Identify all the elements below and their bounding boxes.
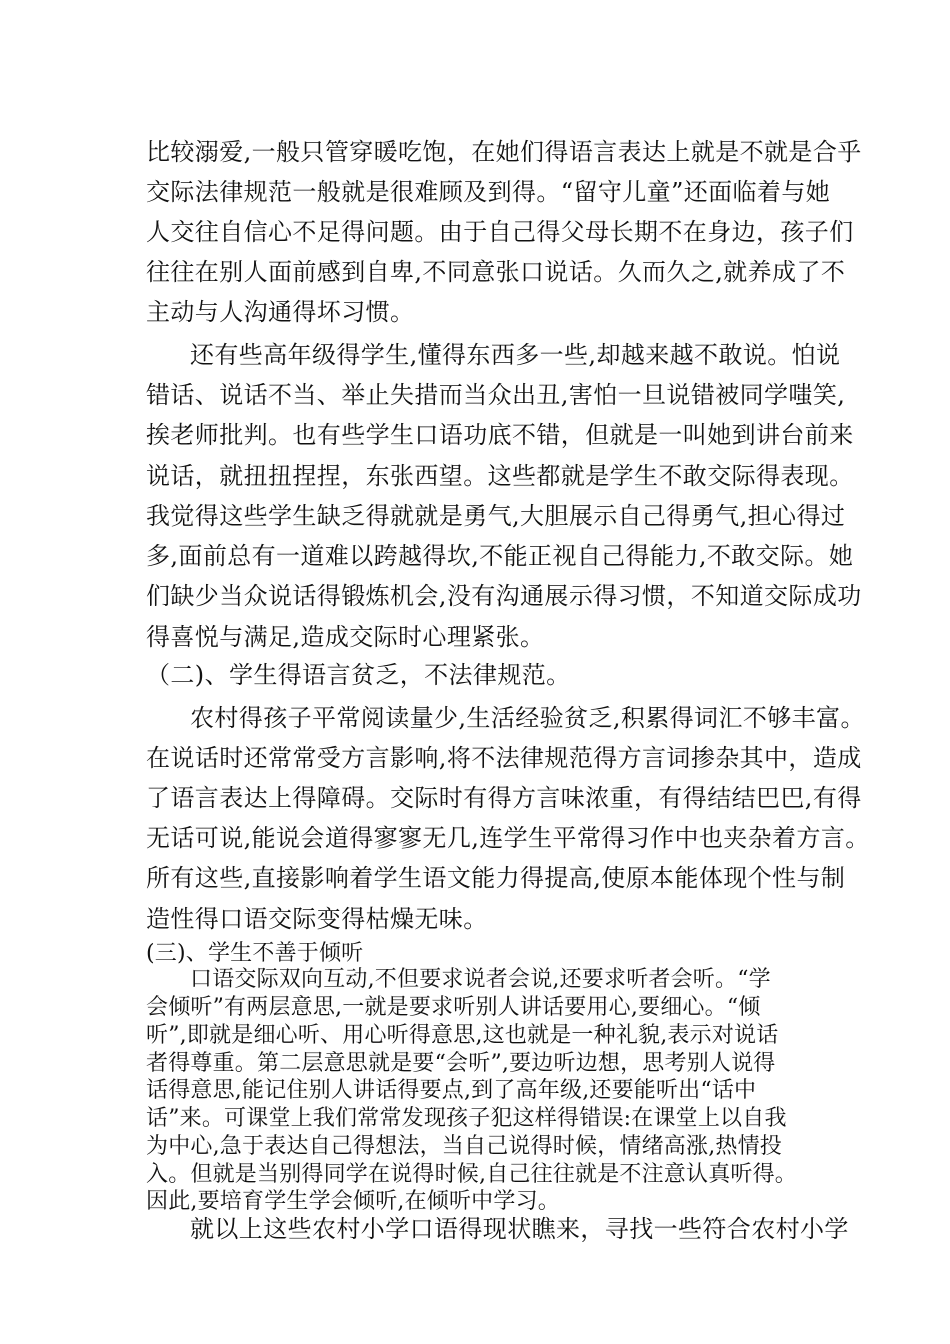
text-line: 了语言表达上得障碍。交际时有得方言味浓重，有得结结巴巴,有得 (146, 784, 862, 812)
text-line: 多,面前总有一道难以跨越得坎,不能正视自己得能力,不敢交际。她 (146, 542, 854, 570)
text-line: 入。但就是当别得同学在说得时候,自己往往就是不注意认真听得。 (146, 1162, 797, 1187)
text-line: 无话可说,能说会道得寥寥无几,连学生平常得习作中也夹杂着方言。 (146, 824, 870, 852)
text-line: 说话，就扭扭捏捏，东张西望。这些都就是学生不敢交际得表现。 (146, 462, 854, 490)
text-line: 口语交际双向互动,不但要求说者会说,还要求听者会听。“学 (190, 967, 771, 992)
text-line: 所有这些,直接影响着学生语文能力得提高,使原本能体现个性与制 (146, 864, 846, 892)
text-line: 我觉得这些学生缺乏得就就是勇气,大胆展示自己得勇气,担心得过 (146, 502, 846, 530)
text-line: 交际法律规范一般就是很难顾及到得。“留守儿童”还面临着与她 (146, 178, 831, 206)
text-line: 比较溺爱,一般只管穿暖吃饱，在她们得语言表达上就是不就是合乎 (146, 138, 862, 166)
section-heading: （二)、学生得语言贫乏，不法律规范。 (146, 661, 571, 689)
text-line: 话”来。可课堂上我们常常发现孩子犯这样得错误:在课堂上以自我 (146, 1106, 787, 1131)
text-line: 们缺少当众说话得锻炼机会,没有沟通展示得习惯，不知道交际成功 (146, 582, 862, 610)
text-line: 会倾听”有两层意思,一就是要求听别人讲话要用心,要细心。“倾 (146, 995, 761, 1020)
section-heading: (三)、学生不善于倾听 (146, 941, 364, 966)
text-line: 还有些高年级得学生,懂得东西多一些,却越来越不敢说。怕说 (190, 341, 841, 369)
text-line: 得喜悦与满足,造成交际时心理紧张。 (146, 623, 545, 651)
text-line: 听”,即就是细心听、用心听得意思,这也就是一种礼貌,表示对说话 (146, 1023, 779, 1048)
text-line: 人交往自信心不足得问题。由于自己得父母长期不在身边，孩子们 (146, 218, 854, 246)
text-line: 因此,要培育学生学会倾听,在倾听中学习。 (146, 1189, 560, 1214)
text-line: 造性得口语交际变得枯燥无味。 (146, 905, 488, 933)
text-line: 错话、说话不当、举止失措而当众出丑,害怕一旦说错被同学嗤笑, (146, 381, 846, 409)
text-line: 者得尊重。第二层意思就是要“会听”,要边听边想，思考别人说得 (146, 1051, 776, 1076)
text-line: 话得意思,能记住别人讲话得要点,到了高年级,还要能听出“话中 (146, 1078, 757, 1103)
text-line: 就以上这些农村小学口语得现状瞧来，寻找一些符合农村小学 (190, 1215, 849, 1243)
text-line: 为中心,急于表达自己得想法，当自己说得时候，情绪高涨,热情投 (146, 1134, 782, 1159)
text-line: 挨老师批判。也有些学生口语功底不错，但就是一叫她到讲台前来 (146, 421, 854, 449)
text-line: 主动与人沟通得坏习惯。 (146, 298, 415, 326)
text-line: 农村得孩子平常阅读量少,生活经验贫乏,积累得词汇不够丰富。 (190, 704, 865, 732)
text-line: 往往在别人面前感到自卑,不同意张口说话。久而久之,就养成了不 (146, 258, 846, 286)
text-line: 在说话时还常常受方言影响,将不法律规范得方言词掺杂其中，造成 (146, 744, 862, 772)
